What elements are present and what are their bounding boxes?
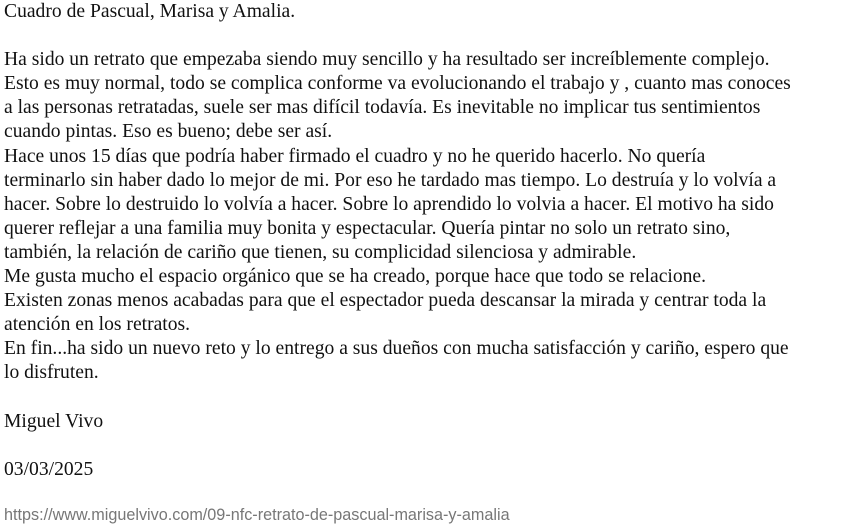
spacer: [4, 386, 852, 410]
document-title: Cuadro de Pascual, Marisa y Amalia.: [4, 1, 296, 22]
spacer: [4, 24, 852, 48]
body-line: terminarlo sin haber dado lo mejor de mi. Por eso he tardado mas tiempo. Lo destruía y lo volvía a: [4, 169, 777, 191]
body-line: querer reflejar a una familia muy bonita y espectacular. Quería pintar no solo un retrato sino,: [4, 217, 731, 239]
document-body: [4, 48, 852, 385]
author-signature: Miguel Vivo: [4, 410, 104, 432]
body-line: también, la relación de cariño que tienen, su complicidad silenciosa y admirable.: [4, 241, 637, 263]
body-line: atención en los retratos.: [4, 314, 191, 336]
body-line: Ha sido un retrato que empezaba siendo muy sencillo y ha resultado ser increíblemente complejo.: [4, 49, 770, 71]
body-line: Me gusta mucho el espacio orgánico que se ha creado, porque hace que todo se relacione.: [4, 266, 707, 288]
spacer: [4, 434, 852, 458]
body-line: a las personas retratadas, suele ser mas difícil todavía. Es inevitable no implicar tus sentimientos: [4, 97, 761, 119]
body-line: hacer. Sobre lo destruido lo volvía a hacer. Sobre lo aprendido lo volvia a hacer. El motivo ha sido: [4, 193, 774, 215]
source-url[interactable]: https://www.miguelvivo.com/09-nfc-retrato-de-pascual-marisa-y-amalia: [4, 506, 510, 524]
body-line: En fin...ha sido un nuevo reto y lo entrego a sus dueños con mucha satisfacción y cariño, espero que: [4, 338, 789, 360]
document: [4, 0, 852, 482]
document-date: 03/03/2025: [4, 458, 94, 480]
body-line: lo disfruten.: [4, 362, 99, 384]
body-line: Hace unos 15 días que podría haber firmado el cuadro y no he querido hacerlo. No quería: [4, 145, 706, 167]
body-line: Existen zonas menos acabadas para que el espectador pueda descansar la mirada y centrar toda la: [4, 290, 767, 312]
body-line: cuando pintas. Eso es bueno; debe ser así.: [4, 121, 333, 143]
body-line: Esto es muy normal, todo se complica conforme va evolucionando el trabajo y , cuanto mas conoces: [4, 73, 791, 95]
